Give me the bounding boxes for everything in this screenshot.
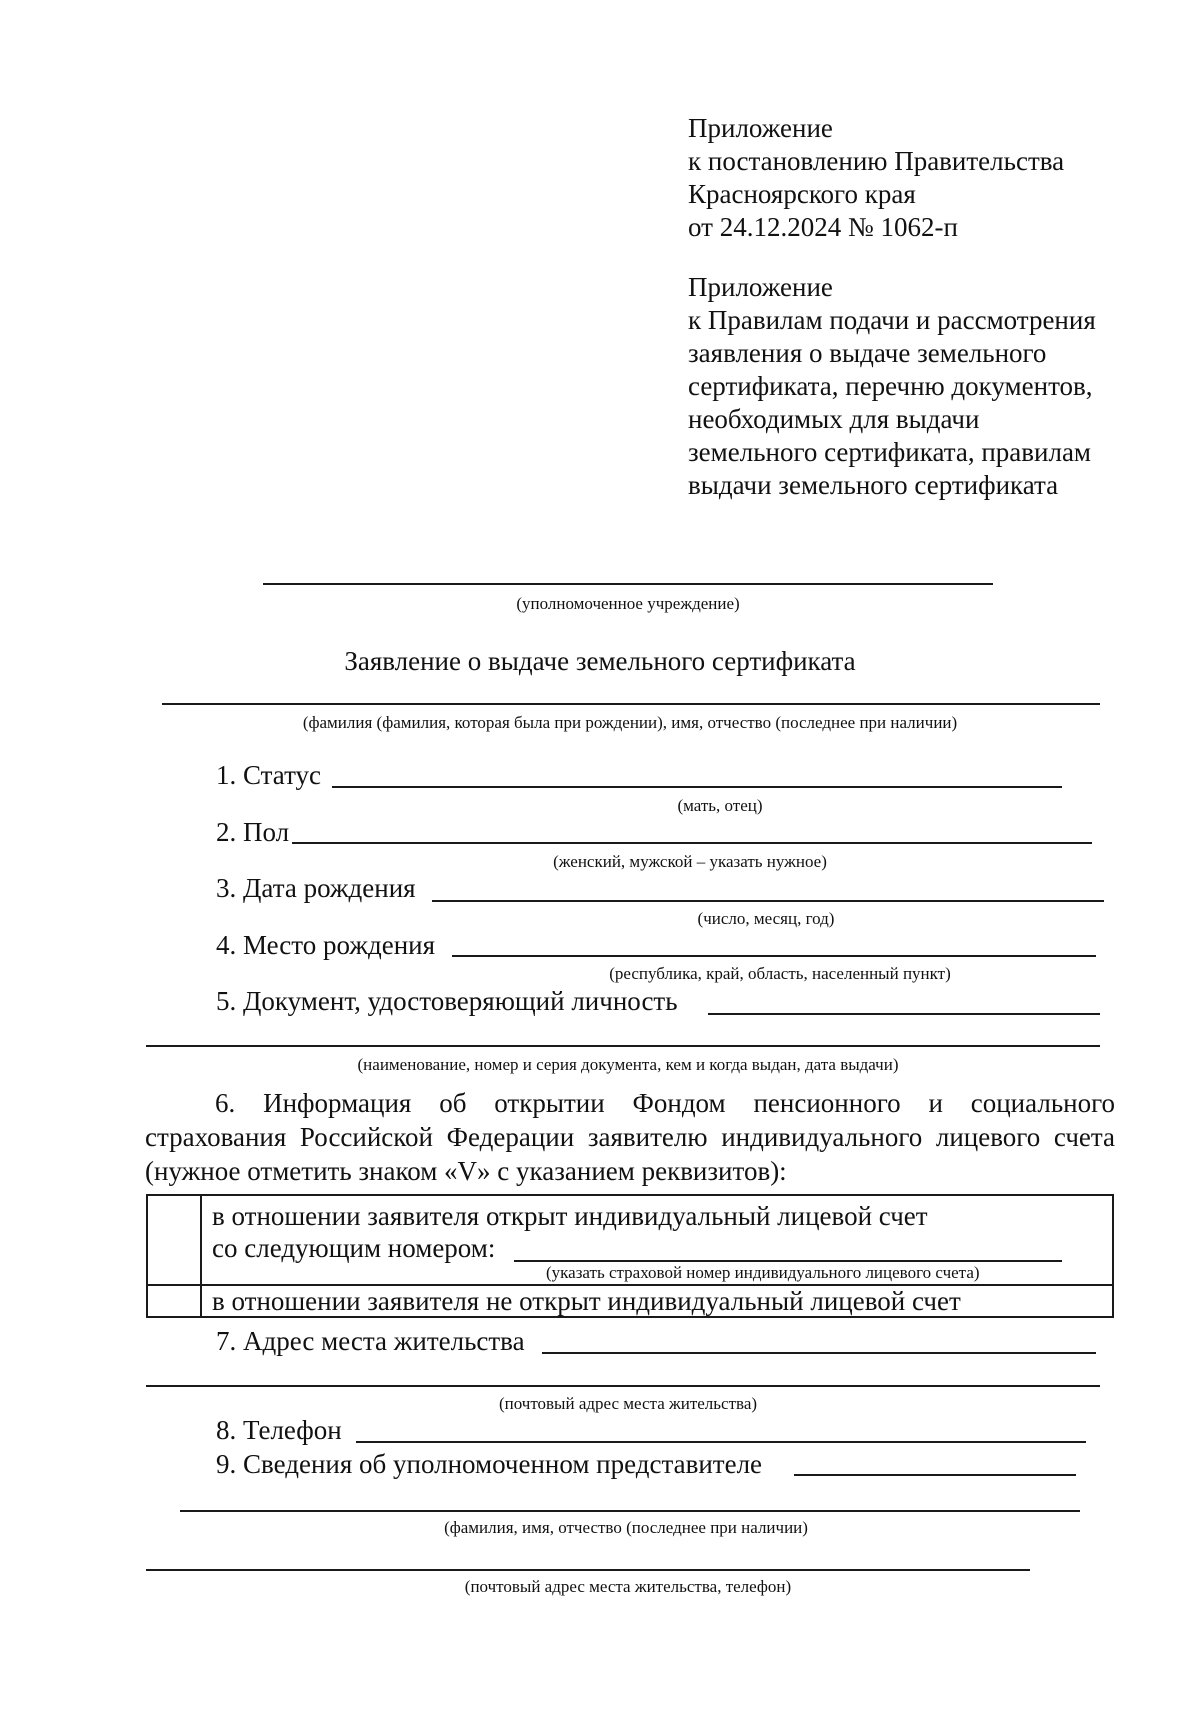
option1-checkbox[interactable] bbox=[147, 1195, 201, 1285]
sex-field[interactable] bbox=[292, 842, 1092, 844]
appendix-header bbox=[688, 112, 1096, 529]
identity-doc-field-continued[interactable] bbox=[146, 1045, 1100, 1047]
representative-name-caption: (фамилия, имя, отчество (последнее при наличии) bbox=[444, 1518, 808, 1537]
appendix-line: заявления о выдаче земельного bbox=[688, 338, 1047, 368]
appendix-line: к Правилам подачи и рассмотрения bbox=[688, 305, 1096, 335]
representative-field[interactable] bbox=[794, 1474, 1076, 1476]
birth-place-caption: (республика, край, область, населенный пункт) bbox=[609, 964, 951, 983]
institution-line[interactable] bbox=[263, 583, 993, 585]
identity-doc-field[interactable] bbox=[708, 1013, 1100, 1015]
address-field[interactable] bbox=[542, 1352, 1096, 1354]
option1-number-label: со следующим номером: bbox=[212, 1233, 496, 1263]
appendix-line: земельного сертификата, правилам bbox=[688, 437, 1092, 467]
account-options-table bbox=[146, 1194, 1114, 1318]
sex-label: 2. Пол bbox=[216, 817, 290, 847]
institution-caption: (уполномоченное учреждение) bbox=[516, 594, 740, 613]
birth-date-label: 3. Дата рождения bbox=[216, 873, 416, 903]
full-name-caption: (фамилия (фамилия, которая была при рождении), имя, отчество (последнее при наличии) bbox=[302, 713, 958, 732]
appendix-to-resolution bbox=[688, 112, 1096, 244]
item6-text: Информация об открытии Фондом пенсионного и социального страхования Российской Федерации заявителю индивидуального лицевого счета (нужное отметить знаком «V» с указанием реквизитов): bbox=[145, 1088, 1115, 1186]
appendix-line: сертификата, перечню документов, bbox=[688, 371, 1093, 401]
phone-field[interactable] bbox=[356, 1441, 1086, 1443]
option2-checkbox[interactable] bbox=[147, 1285, 201, 1317]
item6-text-block bbox=[145, 1086, 1115, 1188]
appendix-line: необходимых для выдачи bbox=[688, 404, 980, 434]
phone-label: 8. Телефон bbox=[216, 1415, 342, 1445]
birth-date-field[interactable] bbox=[432, 900, 1104, 902]
option2-text: в отношении заявителя не открыт индивидуальный лицевой счет bbox=[212, 1286, 961, 1316]
appendix-line: выдачи земельного сертификата bbox=[688, 470, 1059, 500]
option2-cell bbox=[201, 1285, 1113, 1317]
insurance-number-field[interactable] bbox=[514, 1260, 1062, 1262]
identity-doc-label: 5. Документ, удостоверяющий личность bbox=[216, 986, 678, 1016]
item6-number: 6. bbox=[215, 1088, 236, 1118]
appendix-line: от 24.12.2024 № 1062-п bbox=[688, 212, 958, 242]
status-caption: (мать, отец) bbox=[677, 796, 763, 815]
address-field-continued[interactable] bbox=[146, 1385, 1100, 1387]
option1-cell bbox=[201, 1195, 1113, 1285]
status-label: 1. Статус bbox=[216, 760, 321, 790]
document-title: Заявление о выдаче земельного сертификата bbox=[344, 646, 856, 676]
appendix-line: Приложение bbox=[688, 272, 833, 302]
birth-date-caption: (число, месяц, год) bbox=[697, 909, 835, 928]
appendix-line: к постановлению Правительства bbox=[688, 146, 1065, 176]
insurance-number-caption: (указать страховой номер индивидуального лицевого счета) bbox=[546, 1263, 980, 1282]
birth-place-label: 4. Место рождения bbox=[216, 930, 436, 960]
representative-address-field[interactable] bbox=[146, 1569, 1030, 1571]
birth-place-field[interactable] bbox=[452, 955, 1096, 957]
address-caption: (почтовый адрес места жительства) bbox=[498, 1394, 758, 1413]
option1-text: в отношении заявителя открыт индивидуальный лицевой счет bbox=[212, 1201, 928, 1231]
appendix-line: Приложение bbox=[688, 113, 833, 143]
appendix-line: Красноярского края bbox=[688, 179, 916, 209]
representative-address-caption: (почтовый адрес места жительства, телефон) bbox=[464, 1577, 792, 1596]
status-field[interactable] bbox=[332, 786, 1062, 788]
representative-label: 9. Сведения об уполномоченном представителе bbox=[216, 1449, 763, 1479]
sex-caption: (женский, мужской – указать нужное) bbox=[553, 852, 827, 871]
full-name-line[interactable] bbox=[162, 703, 1100, 705]
representative-name-field[interactable] bbox=[180, 1510, 1080, 1512]
appendix-to-rules bbox=[688, 271, 1096, 502]
address-label: 7. Адрес места жительства bbox=[216, 1326, 525, 1356]
identity-doc-caption: (наименование, номер и серия документа, кем и когда выдан, дата выдачи) bbox=[357, 1055, 899, 1074]
